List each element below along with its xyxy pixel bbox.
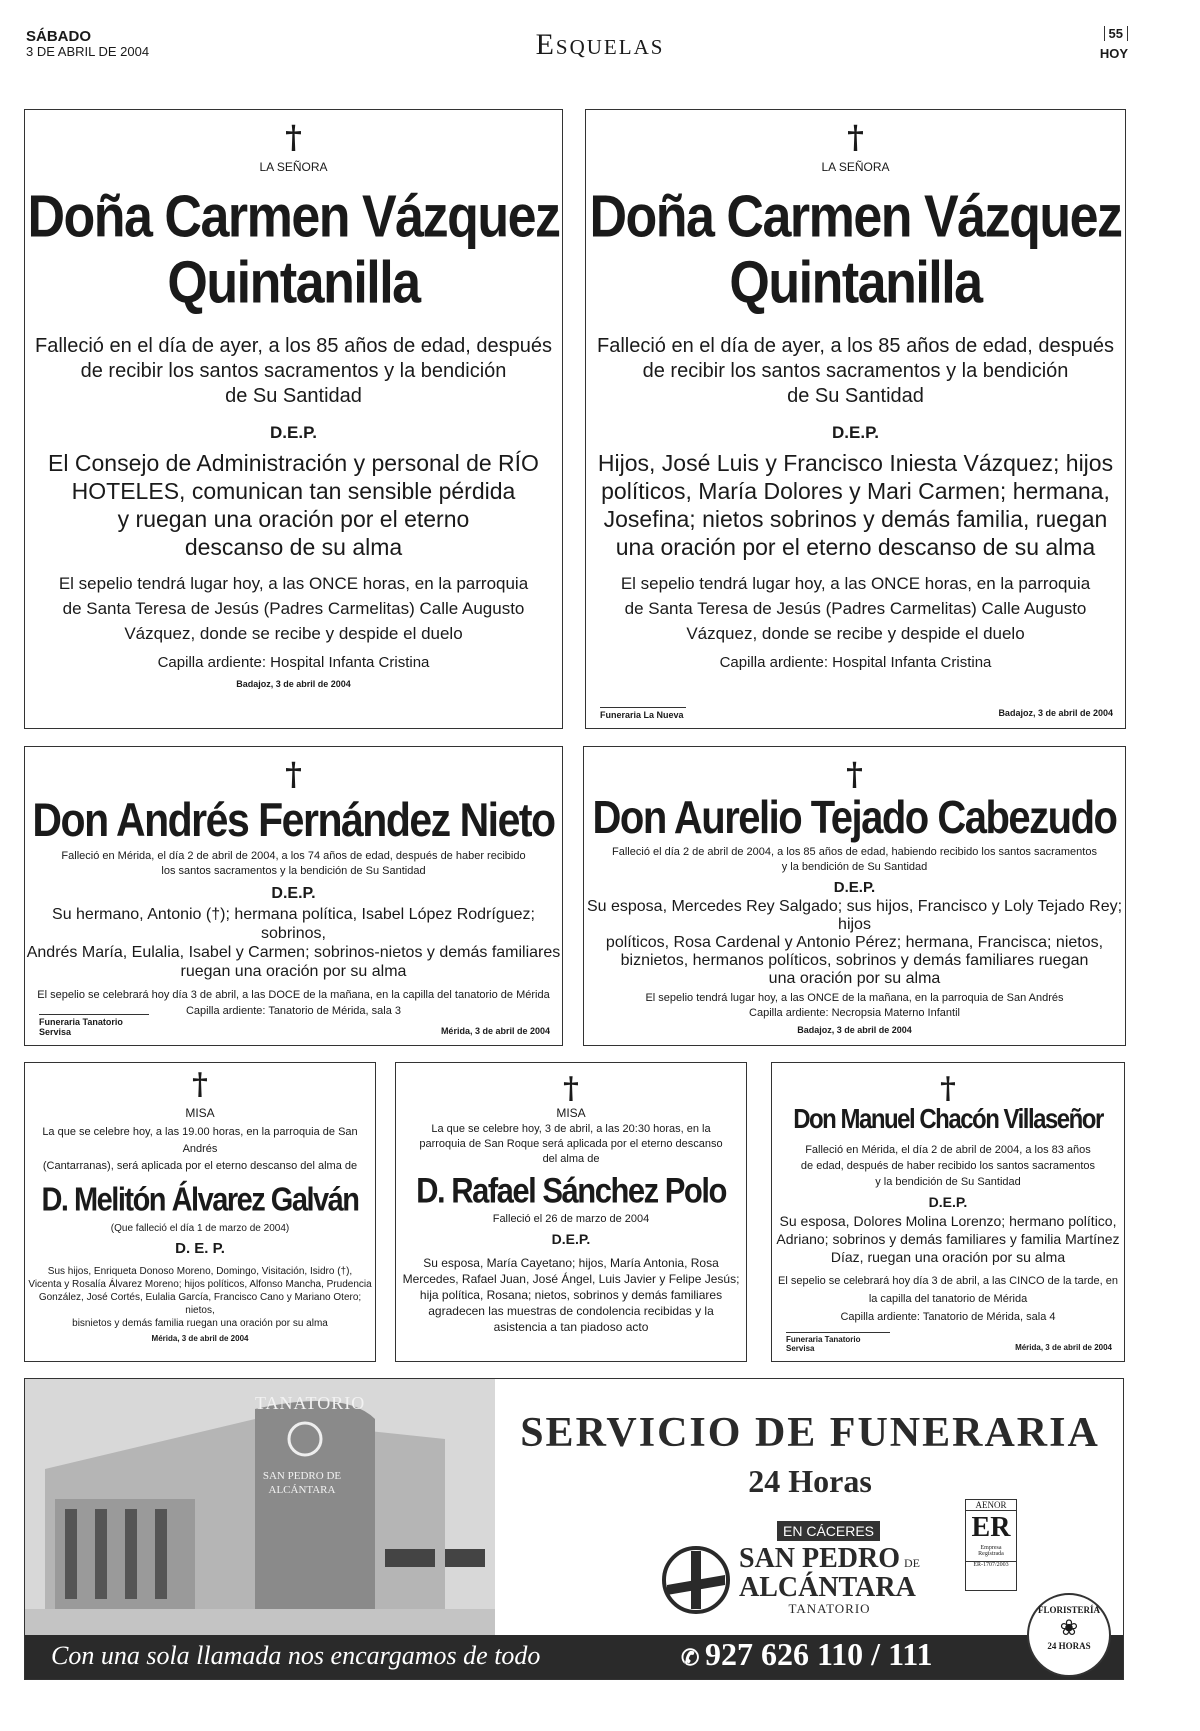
- text-line: bisnietos y demás familia ruegan una oración por su alma: [72, 1318, 328, 1329]
- funeral-home: Funeraria Tanatorio Servisa: [786, 1332, 890, 1353]
- funeral-home: Funeraria La Nueva: [600, 707, 686, 720]
- cross-icon: †: [940, 1071, 956, 1106]
- cross-icon: †: [847, 118, 864, 156]
- text-line: El sepelio se celebrará hoy día 3 de abril, a las CINCO de la tarde, en: [778, 1275, 1118, 1287]
- capilla-line: Capilla ardiente: Tanatorio de Mérida, sala 4: [840, 1311, 1056, 1323]
- deceased-name-line2: Quintanilla: [167, 249, 420, 317]
- aenor-certification: [965, 1499, 1017, 1591]
- text-line: hija política, Rosana; nietos, sobrinos y demás familiares: [419, 1288, 723, 1302]
- floristeria-label: FLORISTERÍA: [1037, 1605, 1100, 1615]
- header-day: SÁBADO: [26, 28, 92, 45]
- text-line: agradecen las muestras de condolencia recibidas y la: [428, 1304, 714, 1318]
- text-line: políticos, Rosa Cardenal y Antonio Pérez; hermana, Francisca; nietos,: [605, 934, 1104, 951]
- brand-name-2: ALCÁNTARA: [739, 1572, 916, 1603]
- deceased-name: Don Aurelio Tejado Cabezudo: [592, 792, 1117, 844]
- text-line: una oración por el eterno descanso de su alma: [615, 534, 1096, 560]
- dep-label: D.E.P.: [271, 885, 316, 902]
- san-pedro-logo-icon: [661, 1545, 731, 1615]
- deceased-name: Don Manuel Chacón Villaseñor: [793, 1103, 1103, 1135]
- text-line: Su esposa, Dolores Molina Lorenzo; hermano político,: [779, 1213, 1117, 1229]
- deceased-name: Don Andrés Fernández Nieto: [32, 793, 555, 847]
- text-line: Josefina; nietos sobrinos y demás familia, ruegan: [603, 506, 1108, 532]
- ad-title: SERVICIO DE FUNERARIA: [520, 1410, 1100, 1456]
- text-line: El sepelio tendrá lugar hoy, a las ONCE de la mañana, en la parroquia de San Andrés: [645, 992, 1064, 1004]
- er-sub-1: Empresa: [980, 1545, 1002, 1551]
- page-number: 55: [1104, 26, 1128, 41]
- text-line: Falleció en Mérida, el día 2 de abril de 2004, a los 83 años: [805, 1144, 1091, 1156]
- deceased-name-line2: Quintanilla: [729, 249, 982, 317]
- text-line: de Santa Teresa de Jesús (Padres Carmelitas) Calle Augusto: [62, 599, 525, 618]
- mass-label: MISA: [556, 1106, 586, 1120]
- cross-icon: †: [285, 755, 302, 793]
- text-line: Vázquez, donde se recibe y despide el duelo: [124, 624, 463, 643]
- paper-name: HOY: [1099, 46, 1128, 61]
- deceased-name: D. Rafael Sánchez Polo: [416, 1170, 726, 1211]
- place-date: Mérida, 3 de abril de 2004: [151, 1334, 249, 1343]
- text-line: Vicenta y Rosalía Álvarez Moreno; hijos políticos, Alfonso Mancha, Prudencia: [28, 1279, 372, 1290]
- text-line: y la bendición de Su Santidad: [781, 861, 928, 873]
- cross-icon: †: [192, 1067, 208, 1102]
- capilla-line: Capilla ardiente: Hospital Infanta Cristina: [719, 654, 992, 671]
- er-code: ER-1707/2003: [966, 1561, 1016, 1568]
- phone-icon: ✆: [681, 1645, 705, 1670]
- text-line: HOTELES, comunican tan sensible pérdida: [71, 478, 516, 504]
- text-line: Vázquez, donde se recibe y despide el duelo: [686, 624, 1025, 643]
- ad-hours: 24 Horas: [748, 1463, 872, 1499]
- text-line: parroquia de San Roque será aplicada por el eterno descanso: [419, 1138, 723, 1150]
- mass-label: MISA: [185, 1106, 215, 1120]
- text-line: Falleció el día 2 de abril de 2004, a los 85 años de edad, habiendo recibido los santos sacramentos: [612, 846, 1097, 858]
- obituary-carmen-family: [585, 109, 1126, 729]
- text-line: ruegan una oración por su alma: [180, 963, 407, 980]
- dep-label: D.E.P.: [551, 1231, 591, 1247]
- text-line: El sepelio tendrá lugar hoy, a las ONCE horas, en la parroquia: [58, 574, 529, 593]
- section-title: Esquelas: [535, 28, 665, 61]
- text-line: los santos sacramentos y la bendición de Su Santidad: [161, 865, 426, 877]
- brand-de: DE: [904, 1556, 921, 1570]
- text-line: Sus hijos, Enriqueta Donoso Moreno, Domingo, Visitación, Isidro (†),: [47, 1266, 353, 1277]
- ad-slogan: Con una sola llamada nos encargamos de todo: [51, 1641, 541, 1670]
- brand-name-1: SAN PEDRO: [739, 1543, 901, 1574]
- funeral-home: Funeraria Tanatorio Servisa: [39, 1014, 149, 1037]
- dep-label: D.E.P.: [270, 423, 317, 442]
- place-date: Mérida, 3 de abril de 2004: [1015, 1343, 1112, 1352]
- text-line: de Su Santidad: [787, 385, 924, 407]
- deceased-name-line1: Doña Carmen Vázquez: [589, 183, 1122, 251]
- cross-icon: †: [563, 1071, 579, 1106]
- text-line: de edad, después de haber recibido los santos sacramentos: [800, 1160, 1096, 1172]
- text-line: Su esposa, María Cayetano; hijos, María Antonia, Rosa: [423, 1256, 719, 1270]
- text-line: El sepelio se celebrará hoy día 3 de abril, a las DOCE de la mañana, en la capilla del tanatorio de Mérida: [37, 989, 550, 1001]
- text-line: Andrés María, Eulalia, Isabel y Carmen; sobrinos-nietos y demás familiares: [26, 944, 561, 961]
- text-line: Hijos, José Luis y Francisco Iniesta Vázquez; hijos: [597, 450, 1114, 476]
- dep-label: D.E.P.: [832, 423, 879, 442]
- notice-pre: LA SEÑORA: [821, 160, 890, 174]
- text-line: una oración por su alma: [768, 970, 941, 987]
- funeral-service-ad: [24, 1378, 1124, 1680]
- deceased-name: D. Melitón Álvarez Galván: [41, 1181, 359, 1219]
- text-line: El sepelio tendrá lugar hoy, a las ONCE horas, en la parroquia: [620, 574, 1091, 593]
- text-line: de recibir los santos sacramentos y la bendición: [80, 360, 507, 382]
- capilla-line: Capilla ardiente: Necropsia Materno Infantil: [749, 1007, 960, 1019]
- text-line: Mercedes, Rafael Juan, José Ángel, Luis Javier y Felipe Jesús;: [402, 1272, 740, 1286]
- header-date: 3 DE ABRIL DE 2004: [26, 44, 150, 59]
- text-line: La que se celebre hoy, 3 de abril, a las 20:30 horas, en la: [431, 1123, 711, 1135]
- cross-icon: †: [846, 755, 863, 793]
- text-line: (Cantarranas), será aplicada por el eterno descanso del alma de: [42, 1160, 358, 1172]
- er-mark: ER: [971, 1512, 1011, 1543]
- mass-notice-rafael: [395, 1062, 747, 1362]
- text-line: de recibir los santos sacramentos y la bendición: [642, 360, 1069, 382]
- text-line: Falleció en el día de ayer, a los 85 años de edad, después: [596, 335, 1115, 357]
- text-line: Falleció en el día de ayer, a los 85 años de edad, después: [34, 335, 553, 357]
- text-line: Su esposa, Mercedes Rey Salgado; sus hijos, Francisco y Loly Tejado Rey; hijos: [586, 898, 1123, 933]
- text-line: El Consejo de Administración y personal de RÍO: [48, 450, 539, 476]
- text-line: La que se celebre hoy, a las 19.00 horas, en la parroquia de San Andrés: [42, 1126, 358, 1155]
- place-date: Mérida, 3 de abril de 2004: [440, 1026, 550, 1036]
- text-line: de Su Santidad: [225, 385, 362, 407]
- er-sub-2: Registrada: [978, 1551, 1004, 1557]
- floristeria-badge: [1027, 1593, 1111, 1677]
- obituary-manuel: [771, 1062, 1125, 1362]
- building-sign: TANATORIO: [255, 1393, 366, 1413]
- place-date: Badajoz, 3 de abril de 2004: [998, 708, 1113, 718]
- tanatorio-building-illustration: [25, 1379, 495, 1639]
- text-line: Díaz, ruegan una oración por su alma: [830, 1249, 1066, 1265]
- text-line: la capilla del tanatorio de Mérida: [868, 1293, 1028, 1305]
- text-line: Su hermano, Antonio (†); hermana política, Isabel López Rodríguez; sobrinos,: [52, 906, 535, 942]
- text-line: (Que falleció el día 1 de marzo de 2004): [110, 1223, 290, 1234]
- text-line: del alma de: [542, 1153, 600, 1165]
- deceased-name-line1: Doña Carmen Vázquez: [27, 183, 560, 251]
- text-line: políticos, María Dolores y Mari Carmen; hermana,: [601, 478, 1110, 504]
- building-sign-2: SAN PEDRO DE ALCÁNTARA: [262, 1470, 342, 1496]
- city-badge: EN CÁCERES: [777, 1521, 880, 1541]
- capilla-line: Capilla ardiente: Tanatorio de Mérida, sala 3: [185, 1005, 402, 1017]
- text-line: y la bendición de Su Santidad: [875, 1176, 1021, 1188]
- notice-pre: LA SEÑORA: [259, 160, 328, 174]
- aenor-label: AENOR: [966, 1500, 1016, 1511]
- place-date: Badajoz, 3 de abril de 2004: [236, 679, 351, 689]
- dep-label: D. E. P.: [175, 1240, 225, 1257]
- text-line: descanso de su alma: [184, 534, 403, 560]
- text-line: Falleció el 26 de marzo de 2004: [492, 1213, 650, 1225]
- cross-icon: †: [285, 118, 302, 156]
- place-date: Badajoz, 3 de abril de 2004: [797, 1025, 912, 1035]
- text-line: González, José Cortés, Eulalia García, Francisco Cano y Mariano Otero; nietos,: [38, 1292, 362, 1316]
- text-line: y ruegan una oración por el eterno: [117, 506, 470, 532]
- text-line: de Santa Teresa de Jesús (Padres Carmelitas) Calle Augusto: [624, 599, 1087, 618]
- obituary-andres: [24, 746, 563, 1046]
- text-line: Falleció en Mérida, el día 2 de abril de 2004, a los 74 años de edad, después de haber recibido: [61, 850, 526, 862]
- phone-number: 927 626 110 / 111: [704, 1636, 933, 1672]
- dep-label: D.E.P.: [833, 879, 876, 896]
- flower-icon: ❀: [1059, 1615, 1079, 1640]
- obituary-aurelio: [583, 746, 1126, 1046]
- capilla-line: Capilla ardiente: Hospital Infanta Cristina: [157, 654, 430, 671]
- text-line: Adriano; sobrinos y demás familiares y familia Martínez: [776, 1231, 1120, 1247]
- obituary-carmen-rio-hoteles: [24, 109, 563, 729]
- text-line: biznietos, hermanos políticos, sobrinos y demás familiares ruegan: [620, 952, 1089, 969]
- horas-label: 24 HORAS: [1047, 1641, 1091, 1651]
- brand-name-3: TANATORIO: [788, 1601, 871, 1616]
- text-line: asistencia a tan piadoso acto: [493, 1320, 649, 1334]
- dep-label: D.E.P.: [928, 1194, 968, 1210]
- mass-notice-meliton: [24, 1062, 376, 1362]
